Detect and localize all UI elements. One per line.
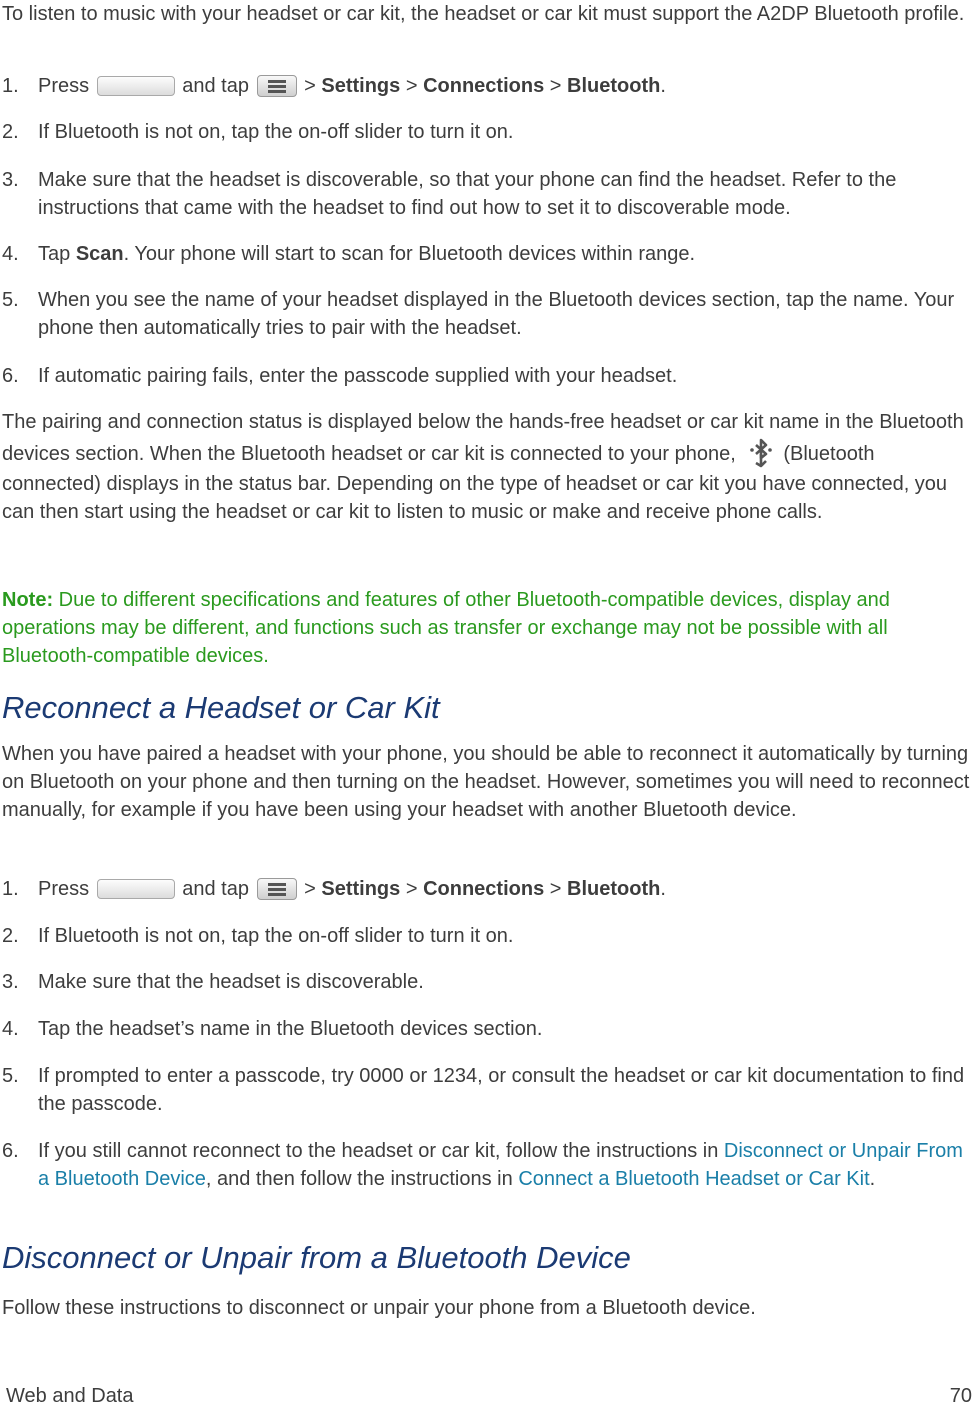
pairing-text: (Bluetooth connected) displays in the status bar. Depending on the type of headset or car kit you have connected, you can then start using the headset or car kit to listen to music or make and receive phone calls. [2, 443, 948, 523]
footer-section-title: Web and Data [6, 1385, 134, 1407]
step-number: 6. [2, 1140, 19, 1162]
step-text: Tap [38, 243, 71, 265]
step-number: 3. [2, 169, 19, 191]
step-number: 6. [2, 365, 19, 387]
step-text: and tap [182, 878, 249, 900]
step-text: If you still cannot reconnect to the headset or car kit, follow the instructions in [38, 1140, 719, 1162]
step-text: Tap the headset’s name in the Bluetooth devices section. [38, 1018, 543, 1040]
step-text: If Bluetooth is not on, tap the on-off slider to turn it on. [38, 121, 514, 143]
note-label: Note: [2, 589, 54, 611]
step-text: Make sure that the headset is discoverable, so that your phone can find the headset. Refer to the instructions that came with the headset to find out how to set it to discoverable mode. [38, 169, 897, 219]
pairing-paragraph [2, 408, 970, 526]
home-button-icon [97, 879, 175, 899]
step-number: 1. [2, 878, 19, 900]
note-paragraph [2, 586, 970, 670]
step-number: 4. [2, 243, 19, 265]
note-text: Due to different specifications and features of other Bluetooth-compatible devices, display and operations may be different, and functions such as transfer or exchange may not be possible with all Bluetooth-compatible devices. [2, 589, 890, 667]
menu-button-icon [257, 878, 297, 900]
link-disconnect-unpair[interactable]: Disconnect or Unpair From a Bluetooth Device [38, 1140, 963, 1190]
scan-label: Scan [75, 243, 124, 265]
menu-path-connections: Connections [423, 878, 545, 900]
step-number: 5. [2, 289, 19, 311]
separator: > [405, 878, 418, 900]
step-text: Press [38, 878, 90, 900]
separator: > [304, 878, 316, 900]
step-number: 1. [2, 75, 19, 97]
pairing-text: The pairing and connection status is displayed below the hands-free headset or car kit name in the Bluetooth devices section. When the Bluetooth headset or car kit is connected to your phone, [2, 411, 964, 465]
step-text: If Bluetooth is not on, tap the on-off slider to turn it on. [38, 925, 514, 947]
period: . [660, 75, 666, 97]
menu-path-settings: Settings [321, 75, 401, 97]
menu-path-bluetooth: Bluetooth [567, 75, 661, 97]
period: . [869, 1168, 876, 1190]
step-text: If automatic pairing fails, enter the passcode supplied with your headset. [38, 365, 678, 387]
step-text: Make sure that the headset is discoverable. [38, 971, 424, 993]
menu-path-connections: Connections [423, 75, 545, 97]
menu-path-bluetooth: Bluetooth [567, 878, 661, 900]
separator: > [549, 878, 562, 900]
separator: > [304, 75, 316, 97]
step-number: 2. [2, 925, 19, 947]
period: . [660, 878, 666, 900]
link-connect-headset[interactable]: Connect a Bluetooth Headset or Car Kit [518, 1168, 870, 1190]
step-text: When you see the name of your headset displayed in the Bluetooth devices section, tap the name. Your phone then automatically tries to pair with the headset. [38, 289, 955, 339]
disconnect-paragraph: Follow these instructions to disconnect or unpair your phone from a Bluetooth device. [2, 1297, 756, 1319]
home-button-icon [97, 76, 175, 96]
step-text: and tap [182, 75, 249, 97]
separator: > [549, 75, 562, 97]
reconnect-paragraph: When you have paired a headset with your phone, you should be able to reconnect it automatically by turning on Bluetooth on your phone and then turning on the headset. However, sometimes you will need to reconnect manually, for example if you have been using your headset with another Bluetooth device. [2, 743, 970, 821]
step-number: 3. [2, 971, 19, 993]
step-text: . Your phone will start to scan for Bluetooth devices within range. [123, 243, 696, 265]
separator: > [405, 75, 418, 97]
footer-page-number: 70 [949, 1385, 972, 1407]
intro-paragraph: To listen to music with your headset or car kit, the headset or car kit must support the A2DP Bluetooth profile. [2, 3, 965, 25]
step-text: , and then follow the instructions in [205, 1168, 513, 1190]
menu-path-settings: Settings [321, 878, 401, 900]
step-number: 5. [2, 1065, 19, 1087]
heading-disconnect: Disconnect or Unpair from a Bluetooth Device [2, 1240, 631, 1275]
step-number: 2. [2, 121, 19, 143]
step-text: If prompted to enter a passcode, try 0000 or 1234, or consult the headset or car kit documentation to find the passcode. [38, 1065, 965, 1115]
bluetooth-connected-icon [744, 436, 778, 470]
heading-reconnect: Reconnect a Headset or Car Kit [2, 690, 440, 725]
step-text: Press [38, 75, 90, 97]
step-number: 4. [2, 1018, 19, 1040]
menu-button-icon [257, 75, 297, 97]
